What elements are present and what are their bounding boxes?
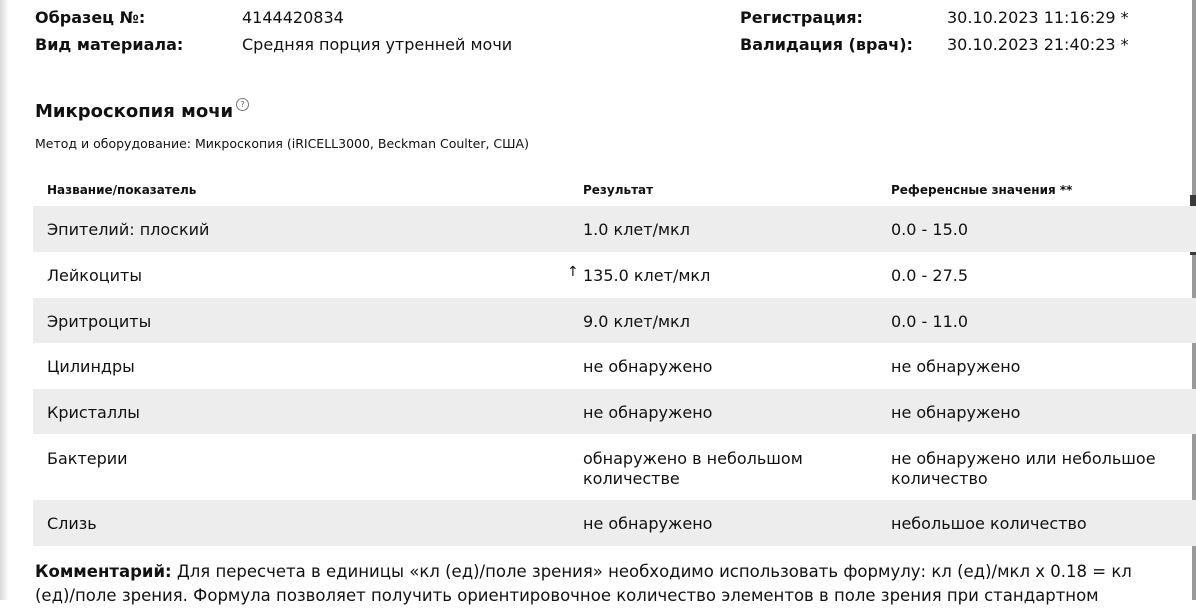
sample-number-label: Образец №: bbox=[35, 8, 146, 27]
column-header-reference: Референсные значения ** bbox=[891, 183, 1073, 197]
comment-paragraph bbox=[35, 560, 1175, 608]
comment-label: Комментарий: bbox=[35, 562, 172, 581]
section-title-text: Микроскопия мочи bbox=[35, 101, 234, 122]
row-name: Цилиндры bbox=[47, 357, 135, 376]
row-reference: 0.0 - 27.5 bbox=[891, 266, 969, 285]
row-result: не обнаружено bbox=[583, 403, 713, 422]
registration-value: 30.10.2023 11:16:29 * bbox=[947, 8, 1129, 27]
row-name: Лейкоциты bbox=[47, 266, 142, 285]
row-result: обнаружено в небольшом количестве bbox=[583, 449, 803, 488]
results-table bbox=[33, 0, 1196, 600]
validation-value: 30.10.2023 21:40:23 * bbox=[947, 35, 1129, 54]
arrow-up-icon: ↑ bbox=[567, 264, 579, 280]
registration-label: Регистрация: bbox=[740, 8, 863, 27]
row-name: Эритроциты bbox=[47, 312, 152, 331]
row-result: не обнаружено bbox=[583, 357, 713, 376]
row-name: Слизь bbox=[47, 514, 97, 533]
sample-number-value: 4144420834 bbox=[242, 8, 344, 27]
table-row bbox=[33, 298, 1196, 343]
row-name: Эпителий: плоский bbox=[47, 220, 210, 239]
question-circle-icon[interactable]: ? bbox=[236, 98, 249, 111]
row-reference: 0.0 - 15.0 bbox=[891, 220, 969, 239]
row-reference: не обнаружено bbox=[891, 357, 1021, 376]
method-equipment: Метод и оборудование: Микроскопия (iRICELL3000, Beckman Coulter, США) bbox=[35, 136, 529, 151]
column-header-name: Название/показатель bbox=[47, 183, 197, 197]
row-result: 9.0 клет/мкл bbox=[583, 312, 690, 331]
row-reference: 0.0 - 11.0 bbox=[891, 312, 969, 331]
table-row bbox=[33, 343, 1196, 389]
row-reference: небольшое количество bbox=[891, 514, 1087, 533]
row-result: 135.0 клет/мкл bbox=[583, 266, 711, 285]
validation-label: Валидация (врач): bbox=[740, 35, 913, 54]
row-name: Бактерии bbox=[47, 449, 128, 468]
row-reference: не обнаружено bbox=[891, 403, 1021, 422]
table-row bbox=[33, 206, 1196, 252]
table-row bbox=[33, 434, 1196, 500]
row-result: не обнаружено bbox=[583, 514, 713, 533]
comment-text: Для пересчета в единицы «кл (ед)/поле зрения» необходимо использовать формулу: кл (ед)/мкл x 0.18 = кл (ед)/поле зрения. Формула позволяет получить ориентировочное количество элементов в поле зрения при стандартном bbox=[35, 562, 1132, 605]
row-reference: не обнаружено или небольшое количество bbox=[891, 449, 1156, 488]
row-result: 1.0 клет/мкл bbox=[583, 220, 690, 239]
table-row bbox=[33, 252, 1196, 298]
material-type-value: Средняя порция утренней мочи bbox=[242, 35, 513, 54]
column-header-result: Результат bbox=[583, 183, 654, 197]
table-row bbox=[33, 500, 1196, 546]
table-row bbox=[33, 389, 1196, 434]
material-type-label: Вид материала: bbox=[35, 35, 184, 54]
page-left-edge bbox=[0, 0, 9, 600]
row-name: Кристаллы bbox=[47, 403, 140, 422]
